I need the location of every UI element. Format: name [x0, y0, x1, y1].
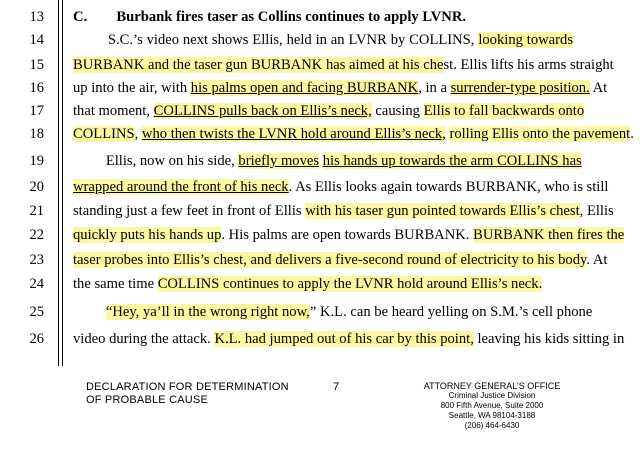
highlighted-text: K.L. had jumped out of his car by this point,	[214, 331, 474, 347]
highlighted-text: his hands up towards the arm COLLINS has	[322, 153, 582, 169]
office-address-block	[412, 381, 572, 431]
office-division: Criminal Justice Division	[448, 391, 536, 400]
text-segment: Burbank fires taser as Collins continues to apply LVNR.	[87, 9, 467, 25]
text-segment: causing	[371, 103, 424, 119]
text-line	[73, 78, 608, 98]
highlighted-text: COLLINS pulls back on Ellis’s neck,	[153, 103, 372, 119]
text-line	[73, 329, 625, 349]
highlighted-text: quickly puts his hands up	[73, 227, 222, 243]
text-line	[73, 30, 573, 50]
highlighted-text: COLLINS	[73, 126, 135, 142]
office-name: ATTORNEY GENERAL’S OFFICE	[423, 381, 561, 391]
text-segment: st. Ellis lifts his arms straight	[443, 57, 614, 73]
highlighted-text: looking towards	[478, 32, 574, 48]
line-number: 26	[29, 331, 44, 347]
text-segment: . His palms are open towards BURBANK.	[221, 227, 474, 243]
text-segment: At	[589, 80, 608, 96]
page-number: 7	[333, 381, 340, 393]
highlighted-text: “Hey, ya’ll in the wrong right now,	[105, 304, 310, 320]
highlighted-text: who then twists the LVNR hold around Ellis’s neck,	[141, 126, 446, 142]
line-number: 18	[29, 126, 44, 142]
highlighted-text: with his taser gun pointed towards Ellis’s chest	[305, 203, 580, 219]
text-line	[73, 201, 614, 221]
text-line	[73, 55, 614, 75]
highlighted-text: Ellis to fall backwards onto	[423, 103, 585, 119]
text-segment: , Ellis	[579, 203, 614, 219]
office-phone: (206) 464-6430	[464, 421, 520, 430]
text-segment: up into the air, with	[73, 80, 191, 96]
highlighted-text: his palms open and facing BURBANK	[190, 80, 419, 96]
text-segment: S.C.’s video next shows Ellis, held in an LVNR by COLLINS,	[73, 32, 479, 48]
highlighted-text: BURBANK and the taser gun BURBANK has aimed at his che	[73, 57, 444, 73]
office-city: Seattle, WA 98104-3188	[448, 411, 536, 420]
text-line	[73, 151, 582, 171]
text-segment: Ellis, now on his side,	[73, 153, 239, 169]
line-number: 19	[29, 153, 44, 169]
line-number: 24	[29, 276, 44, 292]
footer-title-line2: OF PROBABLE CAUSE	[86, 394, 208, 406]
text-line	[73, 302, 593, 322]
text-line	[73, 250, 608, 270]
line-number: 15	[29, 57, 44, 73]
highlighted-text: rolling Ellis onto the pavement	[449, 126, 631, 142]
text-segment: ,	[134, 126, 142, 142]
line-number: 22	[29, 227, 44, 243]
highlighted-text: BURBANK then fires the	[473, 227, 625, 243]
line-number: 20	[29, 179, 44, 195]
text-segment: video during the attack.	[73, 331, 215, 347]
text-segment: . As Ellis looks again towards BURBANK, who is still	[288, 179, 609, 195]
text-segment: . At	[586, 252, 608, 268]
text-line	[73, 177, 609, 197]
margin-rule-right	[62, 0, 63, 366]
highlighted-text: COLLINS continues to apply the LVNR hold around Ellis’s neck.	[157, 276, 543, 292]
line-number: 16	[29, 80, 44, 96]
text-segment: that moment,	[73, 103, 154, 119]
text-line	[73, 101, 585, 121]
line-number: 14	[29, 32, 44, 48]
text-segment: .	[630, 126, 634, 142]
footer-title	[86, 381, 289, 407]
text-segment: leaving his kids sitting in	[473, 331, 625, 347]
line-number: 13	[29, 9, 44, 25]
text-segment: C.	[73, 9, 88, 25]
text-segment	[73, 304, 106, 320]
line-number: 21	[29, 203, 44, 219]
highlighted-text: briefly moves	[238, 153, 320, 169]
line-number: 25	[29, 304, 44, 320]
text-segment: standing just a few feet in front of Ellis	[73, 203, 306, 219]
footer-title-line1: DECLARATION FOR DETERMINATION	[86, 381, 289, 393]
text-line	[73, 225, 625, 245]
text-segment: ” K.L. can be heard yelling on S.M.’s cell phone	[309, 304, 593, 320]
office-street: 800 Fifth Avenue, Suite 2000	[440, 401, 544, 410]
highlighted-text: surrender-type position.	[450, 80, 590, 96]
text-segment: the same time	[73, 276, 158, 292]
line-number: 23	[29, 252, 44, 268]
line-number: 17	[29, 103, 44, 119]
text-segment: , in a	[418, 80, 451, 96]
highlighted-text: wrapped around the front of his neck	[73, 179, 289, 195]
text-line	[73, 124, 634, 144]
margin-rule-left	[58, 0, 59, 366]
text-line	[73, 274, 573, 294]
section-heading	[73, 7, 573, 27]
highlighted-text: taser probes into Ellis’s chest, and delivers a five-second round of electricity to his body	[73, 252, 587, 268]
